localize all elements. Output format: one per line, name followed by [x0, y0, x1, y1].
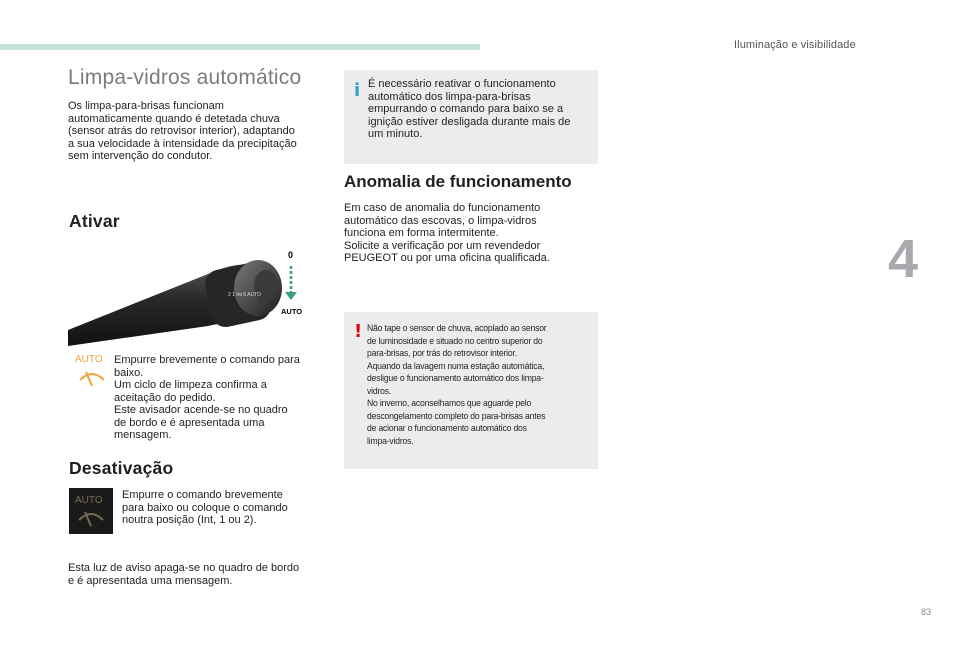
position-auto-label: AUTO [281, 307, 303, 316]
warning-note-text: Não tape o sensor de chuva, acoplado ao sensor de luminosidade e situado no centro superior do para-brisas, por trás do retrovisor interior. Aquando da lavagem numa estação automática, desligue o funcionamento automático dos limpa- vidros. No inverno, aconselhamos que aguarde pelo descongelamento completo do para-brisas antes de acionar o funcionamento automático dos limpa-vidros. [367, 322, 547, 446]
section-title: Iluminação e visibilidade [734, 39, 856, 51]
activate-heading: Ativar [69, 211, 120, 231]
auto-wiper-indicator-icon [72, 352, 112, 392]
page-title: Limpa-vidros automático [68, 66, 302, 89]
intro-paragraph: Os limpa-para-brisas funcionam automaticamente quando é detetada chuva (sensor atrás do retrovisor interior), adaptando a sua velocidade à intensidade da precipitação sem intervenção do condutor. [68, 100, 297, 162]
wiper-stalk-illustration [68, 240, 318, 346]
anomaly-paragraph: Em caso de anomalia do funcionamento automático das escovas, o limpa-vidros funciona em forma intermitente. Solicite a verificação por um revendedor PEUGEOT ou por uma oficina qualificada. [344, 202, 550, 264]
warning-note [344, 312, 598, 469]
deactivate-footer: Esta luz de aviso apaga-se no quadro de bordo e é apresentada uma mensagem. [68, 562, 300, 587]
position-zero-label: 0 [288, 250, 294, 260]
page-number: 83 [921, 607, 932, 617]
auto-indicator-off-icon [69, 488, 113, 534]
chapter-number: 4 [888, 229, 919, 289]
svg-text:AUTO: AUTO [75, 354, 103, 365]
stalk-ring-labels: 2 1 Int 0 AUTO [228, 292, 261, 298]
info-note-text: É necessário reativar o funcionamento automático dos limpa-para-brisas empurrando o comando para baixo se a ignição estiver desligada durante mais de um minuto. [368, 78, 571, 140]
info-icon: i [354, 80, 361, 101]
deactivate-paragraph: Empurre o comando brevemente para baixo ou coloque o comando noutra posição (Int, 1 ou 2). [122, 489, 288, 526]
activate-paragraph: Empurre brevemente o comando para baixo. Um ciclo de limpeza confirma a aceitação do pedido. Este avisador acende-se no quadro de bordo e é apresentada uma mensagem. [114, 354, 300, 441]
deactivate-heading: Desativação [69, 458, 174, 478]
warning-icon: ! [354, 321, 363, 342]
svg-text:AUTO: AUTO [75, 495, 103, 506]
header-accent-bar [0, 44, 480, 50]
anomaly-heading: Anomalia de funcionamento [344, 172, 572, 191]
arrow-down-icon [285, 292, 297, 300]
info-note [344, 70, 598, 164]
